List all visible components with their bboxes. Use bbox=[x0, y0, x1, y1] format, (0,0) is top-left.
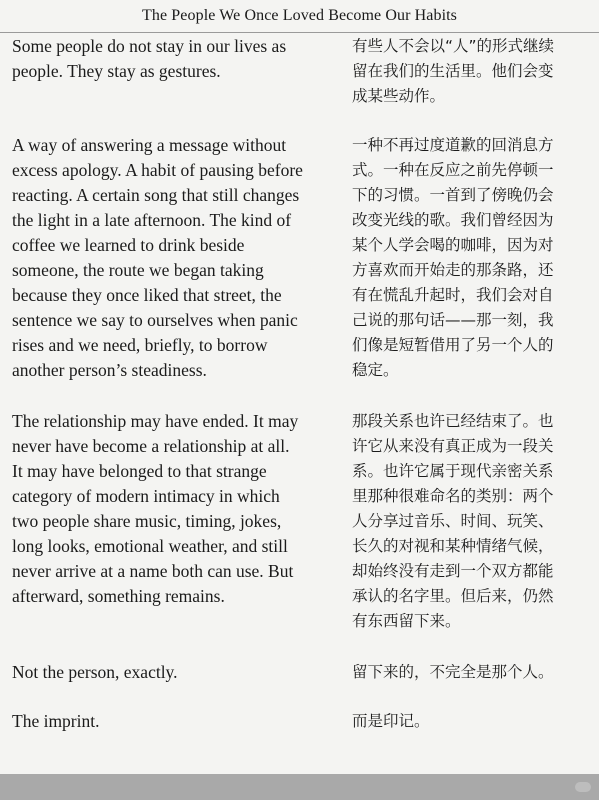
text-line: 里那种很难命名的类别：两个 bbox=[352, 487, 554, 505]
text-line: 式。一种在反应之前先停顿一 bbox=[352, 161, 554, 179]
text-line: 有在慌乱升起时，我们会对自 bbox=[352, 286, 554, 304]
text-line: 系。也许它属于现代亲密关系 bbox=[352, 462, 554, 480]
text-line: 而是印记。 bbox=[352, 712, 430, 730]
paragraph-4-chinese bbox=[352, 660, 588, 685]
paragraph-5-english bbox=[12, 709, 344, 734]
text-line: 方喜欢而开始走的那条路，还 bbox=[352, 261, 554, 279]
paragraph-4-english bbox=[12, 660, 344, 685]
text-line: coffee we learned to drink beside bbox=[12, 235, 245, 255]
text-line: 稳定。 bbox=[352, 361, 399, 379]
text-line: A way of answering a message without bbox=[12, 135, 287, 155]
paragraph-3-chinese bbox=[352, 409, 588, 634]
page-title: The People We Once Loved Become Our Habits bbox=[142, 7, 457, 24]
paragraph-2-english bbox=[12, 133, 344, 383]
watermark-logo bbox=[575, 782, 591, 792]
text-line: The imprint. bbox=[12, 711, 100, 731]
text-line: The relationship may have ended. It may bbox=[12, 411, 299, 431]
text-line: 那段关系也许已经结束了。也 bbox=[352, 412, 554, 430]
text-line: Some people do not stay in our lives as bbox=[12, 36, 287, 56]
text-line: 留下来的，不完全是那个人。 bbox=[352, 663, 554, 681]
bottom-bar bbox=[0, 774, 599, 800]
text-line: 承认的名字里。但后来，仍然 bbox=[352, 587, 554, 605]
text-line: because they once liked that street, the bbox=[12, 285, 282, 305]
text-line: excess apology. A habit of pausing before bbox=[12, 160, 303, 180]
text-line: It may have belonged to that strange bbox=[12, 461, 267, 481]
text-line: category of modern intimacy in which bbox=[12, 486, 280, 506]
paragraph-1-chinese bbox=[352, 34, 588, 109]
text-line: never arrive at a name both can use. But bbox=[12, 561, 294, 581]
text-line: 成某些动作。 bbox=[352, 87, 446, 105]
text-line: 某个人学会喝的咖啡，因为对 bbox=[352, 236, 554, 254]
text-line: 下的习惯。一首到了傍晚仍会 bbox=[352, 186, 554, 204]
paragraph-2-chinese bbox=[352, 133, 588, 383]
text-line: 有东西留下来。 bbox=[352, 612, 461, 630]
text-line: 一种不再过度道歉的回消息方 bbox=[352, 136, 554, 154]
text-line: 有些人不会以“人”的形式继续 bbox=[352, 37, 555, 55]
text-line: the light in a late afternoon. The kind of bbox=[12, 210, 292, 230]
text-line: another person’s steadiness. bbox=[12, 360, 207, 380]
paragraph-1-english bbox=[12, 34, 344, 84]
paragraph-3-english bbox=[12, 409, 344, 609]
text-line: 长久的对视和某种情绪气候， bbox=[352, 537, 554, 555]
text-line: 改变光线的歌。我们曾经因为 bbox=[352, 211, 554, 229]
text-line: 却始终没有走到一个双方都能 bbox=[352, 562, 554, 580]
header-divider bbox=[0, 32, 599, 33]
text-line: 人分享过音乐、时间、玩笑、 bbox=[352, 512, 554, 530]
text-line: rises and we need, briefly, to borrow bbox=[12, 335, 268, 355]
text-line: two people share music, timing, jokes, bbox=[12, 511, 282, 531]
text-line: 留在我们的生活里。他们会变 bbox=[352, 62, 554, 80]
text-line: 己说的那句话——那一刻，我 bbox=[352, 311, 554, 329]
page-header bbox=[0, 0, 599, 32]
text-line: 们像是短暂借用了另一个人的 bbox=[352, 336, 554, 354]
text-line: someone, the route we began taking bbox=[12, 260, 264, 280]
text-line: long looks, emotional weather, and still bbox=[12, 536, 288, 556]
text-line: reacting. A certain song that still changes bbox=[12, 185, 300, 205]
text-line: people. They stay as gestures. bbox=[12, 61, 221, 81]
paragraph-5-chinese bbox=[352, 709, 588, 734]
text-line: Not the person, exactly. bbox=[12, 662, 178, 682]
text-line: never have become a relationship at all. bbox=[12, 436, 290, 456]
text-line: afterward, something remains. bbox=[12, 586, 225, 606]
text-line: 许它从来没有真正成为一段关 bbox=[352, 437, 554, 455]
text-line: sentence we say to ourselves when panic bbox=[12, 310, 298, 330]
